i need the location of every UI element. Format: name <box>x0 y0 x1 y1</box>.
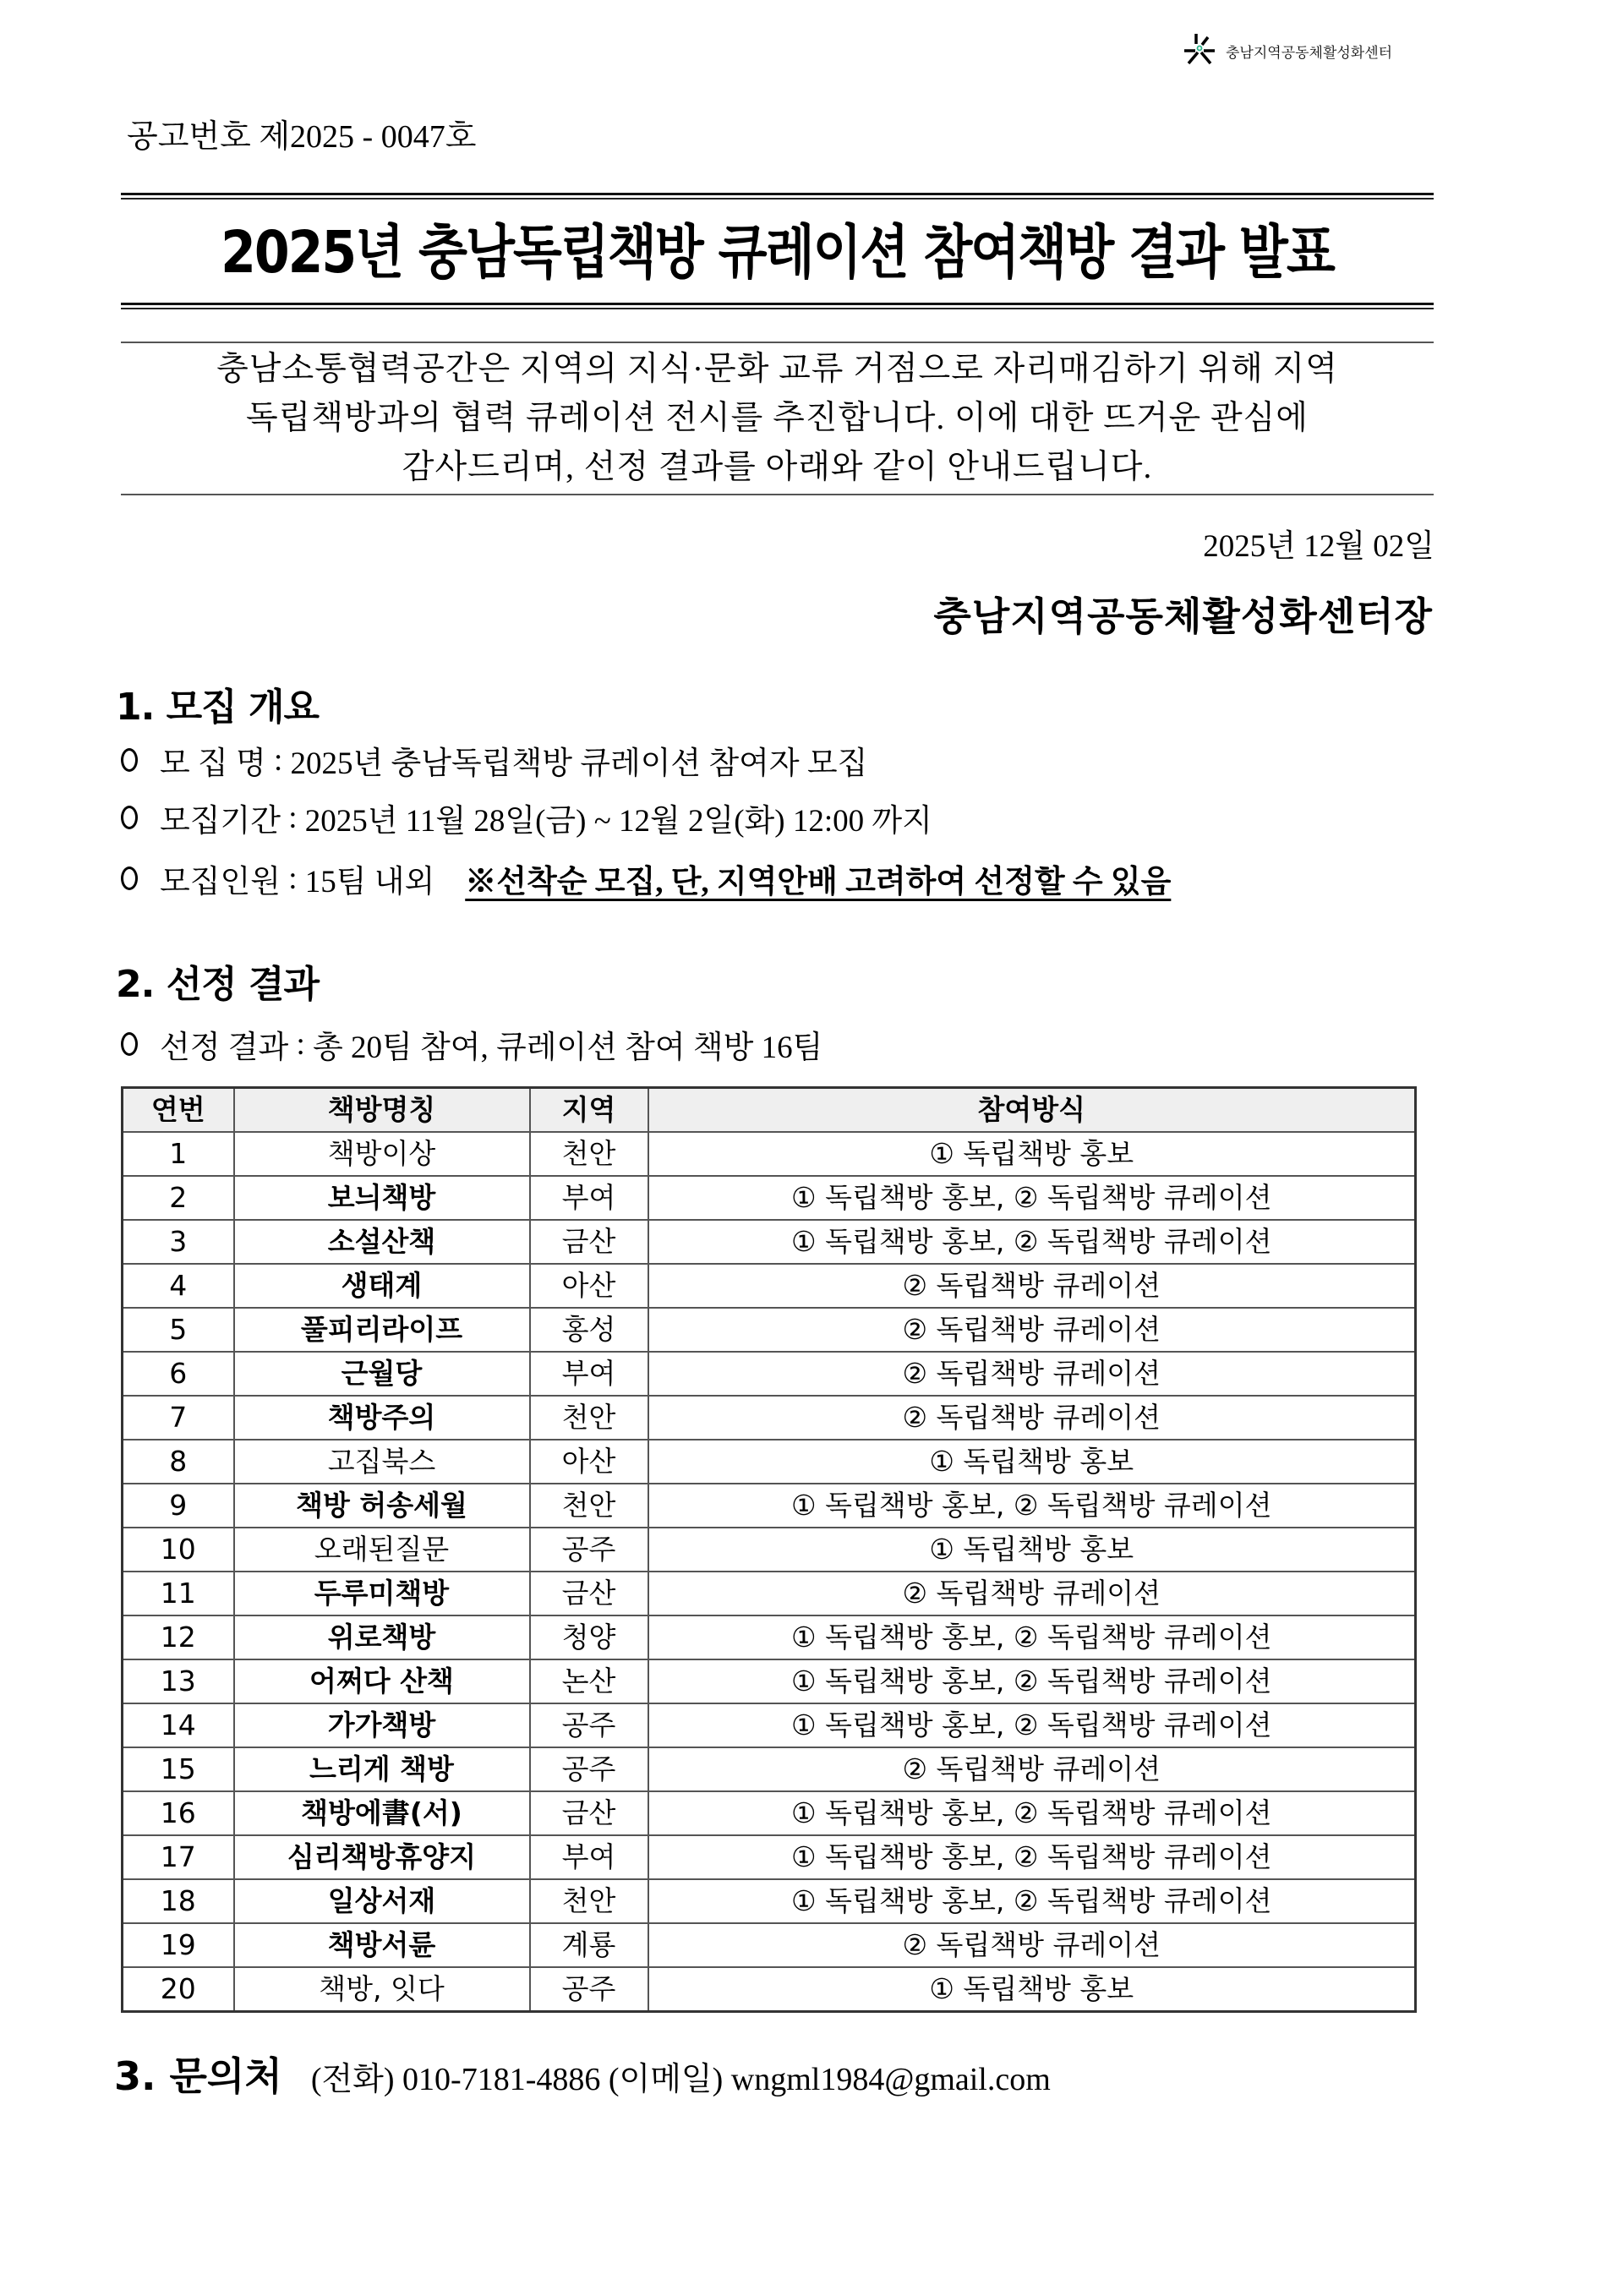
cell-bookstore-name: 근월당 <box>234 1352 530 1396</box>
results-table <box>121 1086 1417 2013</box>
cell-bookstore-name: 심리책방휴양지 <box>234 1835 530 1879</box>
cell-method: ① 독립책방 홍보, ② 독립책방 큐레이션 <box>648 1835 1416 1879</box>
cell-no: 13 <box>123 1659 234 1703</box>
table-row <box>123 1967 1416 2012</box>
overview-label: 모집인원 <box>160 865 281 899</box>
table-header-row <box>123 1088 1416 1133</box>
table-row <box>123 1615 1416 1659</box>
announcement-date: 2025년 12월 02일 <box>1203 529 1434 564</box>
cell-bookstore-name: 생태계 <box>234 1264 530 1308</box>
table-row <box>123 1220 1416 1264</box>
cell-region: 부여 <box>530 1176 648 1220</box>
cell-region: 금산 <box>530 1220 648 1264</box>
cell-bookstore-name: 책방주의 <box>234 1396 530 1440</box>
label-separator: : <box>288 1026 313 1062</box>
overview-item <box>121 795 932 840</box>
cell-method: ② 독립책방 큐레이션 <box>648 1747 1416 1791</box>
overview-label: 모집기간 <box>160 804 281 839</box>
cell-bookstore-name: 일상서재 <box>234 1879 530 1923</box>
cell-region: 천안 <box>530 1484 648 1528</box>
table-row <box>123 1176 1416 1220</box>
cell-bookstore-name: 보늬책방 <box>234 1176 530 1220</box>
cell-bookstore-name: 고집북스 <box>234 1440 530 1484</box>
cell-method: ① 독립책방 홍보 <box>648 1528 1416 1572</box>
label-separator: : <box>280 861 305 896</box>
cell-bookstore-name: 책방이상 <box>234 1132 530 1176</box>
burst-logo-icon <box>1183 32 1219 70</box>
cell-method: ② 독립책방 큐레이션 <box>648 1308 1416 1352</box>
cell-region: 천안 <box>530 1132 648 1176</box>
cell-method: ① 독립책방 홍보, ② 독립책방 큐레이션 <box>648 1703 1416 1747</box>
cell-method: ① 독립책방 홍보 <box>648 1967 1416 2012</box>
summary-value: 총 20팀 참여, 큐레이션 참여 책방 16팀 <box>313 1030 823 1065</box>
table-row <box>123 1440 1416 1484</box>
contact-section <box>114 2046 1051 2102</box>
cell-no: 8 <box>123 1440 234 1484</box>
cell-region: 공주 <box>530 1967 648 2012</box>
cell-region: 금산 <box>530 1572 648 1615</box>
table-row <box>123 1791 1416 1835</box>
column-header-region: 지역 <box>530 1088 648 1133</box>
cell-region: 부여 <box>530 1352 648 1396</box>
cell-bookstore-name: 책방에書(서) <box>234 1791 530 1835</box>
overview-value: 2025년 충남독립책방 큐레이션 참여자 모집 <box>290 746 868 781</box>
cell-bookstore-name: 책방 허송세월 <box>234 1484 530 1528</box>
overview-label: 모 집 명 <box>160 746 266 781</box>
cell-bookstore-name: 풀피리라이프 <box>234 1308 530 1352</box>
cell-no: 11 <box>123 1572 234 1615</box>
results-summary <box>121 1021 822 1067</box>
cell-region: 논산 <box>530 1659 648 1703</box>
cell-region: 공주 <box>530 1747 648 1791</box>
cell-bookstore-name: 책방, 잇다 <box>234 1967 530 2012</box>
cell-method: ① 독립책방 홍보, ② 독립책방 큐레이션 <box>648 1659 1416 1703</box>
table-row <box>123 1352 1416 1396</box>
cell-method: ① 독립책방 홍보, ② 독립책방 큐레이션 <box>648 1176 1416 1220</box>
cell-region: 계룡 <box>530 1923 648 1967</box>
cell-method: ② 독립책방 큐레이션 <box>648 1923 1416 1967</box>
cell-region: 청양 <box>530 1615 648 1659</box>
table-row <box>123 1879 1416 1923</box>
cell-method: ② 독립책방 큐레이션 <box>648 1396 1416 1440</box>
cell-no: 15 <box>123 1747 234 1791</box>
contact-info: (전화) 010-7181-4886 (이메일) wngml1984@gmail.com <box>310 2062 1051 2097</box>
table-row <box>123 1572 1416 1615</box>
cell-no: 3 <box>123 1220 234 1264</box>
cell-bookstore-name: 위로책방 <box>234 1615 530 1659</box>
intro-top-rule <box>121 342 1434 343</box>
cell-region: 공주 <box>530 1703 648 1747</box>
cell-no: 10 <box>123 1528 234 1572</box>
column-header-no: 연번 <box>123 1088 234 1133</box>
section-heading-results: 2. 선정 결과 <box>116 963 319 1006</box>
overview-item <box>121 737 867 783</box>
organization-logo <box>1183 32 1392 70</box>
cell-bookstore-name: 오래된질문 <box>234 1528 530 1572</box>
table-row <box>123 1923 1416 1967</box>
circle-bullet-icon <box>121 1032 138 1056</box>
cell-method: ② 독립책방 큐레이션 <box>648 1572 1416 1615</box>
cell-method: ① 독립책방 홍보, ② 독립책방 큐레이션 <box>648 1484 1416 1528</box>
notice-number: 공고번호 제2025 - 0047호 <box>127 119 477 155</box>
cell-method: ② 독립책방 큐레이션 <box>648 1264 1416 1308</box>
column-header-name: 책방명칭 <box>234 1088 530 1133</box>
table-row <box>123 1264 1416 1308</box>
page-title: 2025년 충남독립책방 큐레이션 참여책방 결과 발표 <box>221 218 1334 287</box>
table-row <box>123 1528 1416 1572</box>
cell-method: ① 독립책방 홍보, ② 독립책방 큐레이션 <box>648 1615 1416 1659</box>
label-separator: : <box>280 800 305 835</box>
cell-no: 6 <box>123 1352 234 1396</box>
cell-bookstore-name: 가가책방 <box>234 1703 530 1747</box>
cell-no: 9 <box>123 1484 234 1528</box>
cell-method: ① 독립책방 홍보, ② 독립책방 큐레이션 <box>648 1879 1416 1923</box>
cell-method: ① 독립책방 홍보, ② 독립책방 큐레이션 <box>648 1791 1416 1835</box>
intro-bottom-rule <box>121 494 1434 495</box>
cell-bookstore-name: 두루미책방 <box>234 1572 530 1615</box>
table-row <box>123 1703 1416 1747</box>
cell-no: 5 <box>123 1308 234 1352</box>
cell-method: ① 독립책방 홍보 <box>648 1440 1416 1484</box>
cell-no: 20 <box>123 1967 234 2012</box>
cell-region: 부여 <box>530 1835 648 1879</box>
cell-no: 4 <box>123 1264 234 1308</box>
cell-method: ① 독립책방 홍보, ② 독립책방 큐레이션 <box>648 1220 1416 1264</box>
cell-region: 홍성 <box>530 1308 648 1352</box>
table-row <box>123 1835 1416 1879</box>
cell-region: 공주 <box>530 1528 648 1572</box>
title-bottom-rule <box>121 303 1434 305</box>
cell-bookstore-name: 느리게 책방 <box>234 1747 530 1791</box>
cell-no: 16 <box>123 1791 234 1835</box>
cell-region: 아산 <box>530 1264 648 1308</box>
table-row <box>123 1484 1416 1528</box>
section-heading-contact: 3. 문의처 <box>114 2053 282 2099</box>
overview-value: 15팀 내외 <box>304 865 435 899</box>
cell-method: ② 독립책방 큐레이션 <box>648 1352 1416 1396</box>
cell-no: 2 <box>123 1176 234 1220</box>
intro-line: 충남소통협력공간은 지역의 지식·문화 교류 거점으로 자리매김하기 위해 지역 <box>216 351 1338 387</box>
label-separator: : <box>265 742 291 778</box>
table-row <box>123 1659 1416 1703</box>
title-top-rule <box>121 193 1434 195</box>
overview-item <box>121 856 1171 901</box>
table-row <box>123 1308 1416 1352</box>
cell-no: 17 <box>123 1835 234 1879</box>
circle-bullet-icon <box>121 866 138 890</box>
table-row <box>123 1132 1416 1176</box>
cell-bookstore-name: 어쩌다 산책 <box>234 1659 530 1703</box>
signer: 충남지역공동체활성화센터장 <box>933 593 1433 639</box>
cell-no: 12 <box>123 1615 234 1659</box>
cell-no: 7 <box>123 1396 234 1440</box>
cell-region: 금산 <box>530 1791 648 1835</box>
cell-no: 14 <box>123 1703 234 1747</box>
overview-value: 2025년 11월 28일(금) ~ 12월 2일(화) 12:00 까지 <box>304 804 932 839</box>
cell-method: ① 독립책방 홍보 <box>648 1132 1416 1176</box>
cell-no: 1 <box>123 1132 234 1176</box>
cell-region: 천안 <box>530 1879 648 1923</box>
cell-no: 19 <box>123 1923 234 1967</box>
circle-bullet-icon <box>121 748 138 772</box>
cell-bookstore-name: 책방서륜 <box>234 1923 530 1967</box>
summary-label: 선정 결과 <box>160 1030 289 1065</box>
intro-line: 감사드리며, 선정 결과를 아래와 같이 안내드립니다. <box>402 449 1153 485</box>
cell-region: 천안 <box>530 1396 648 1440</box>
cell-bookstore-name: 소설산책 <box>234 1220 530 1264</box>
column-header-method: 참여방식 <box>648 1088 1416 1133</box>
circle-bullet-icon <box>121 806 138 829</box>
section-heading-overview: 1. 모집 개요 <box>116 686 319 729</box>
intro-line: 독립책방과의 협력 큐레이션 전시를 추진합니다. 이에 대한 뜨거운 관심에 <box>246 400 1309 436</box>
cell-no: 18 <box>123 1879 234 1923</box>
cell-region: 아산 <box>530 1440 648 1484</box>
selection-note: ※선착순 모집, 단, 지역안배 고려하여 선정할 수 있음 <box>465 865 1172 899</box>
organization-name: 충남지역공동체활성화센터 <box>1226 45 1393 62</box>
intro-paragraph <box>121 345 1434 492</box>
table-row <box>123 1747 1416 1791</box>
table-row <box>123 1396 1416 1440</box>
